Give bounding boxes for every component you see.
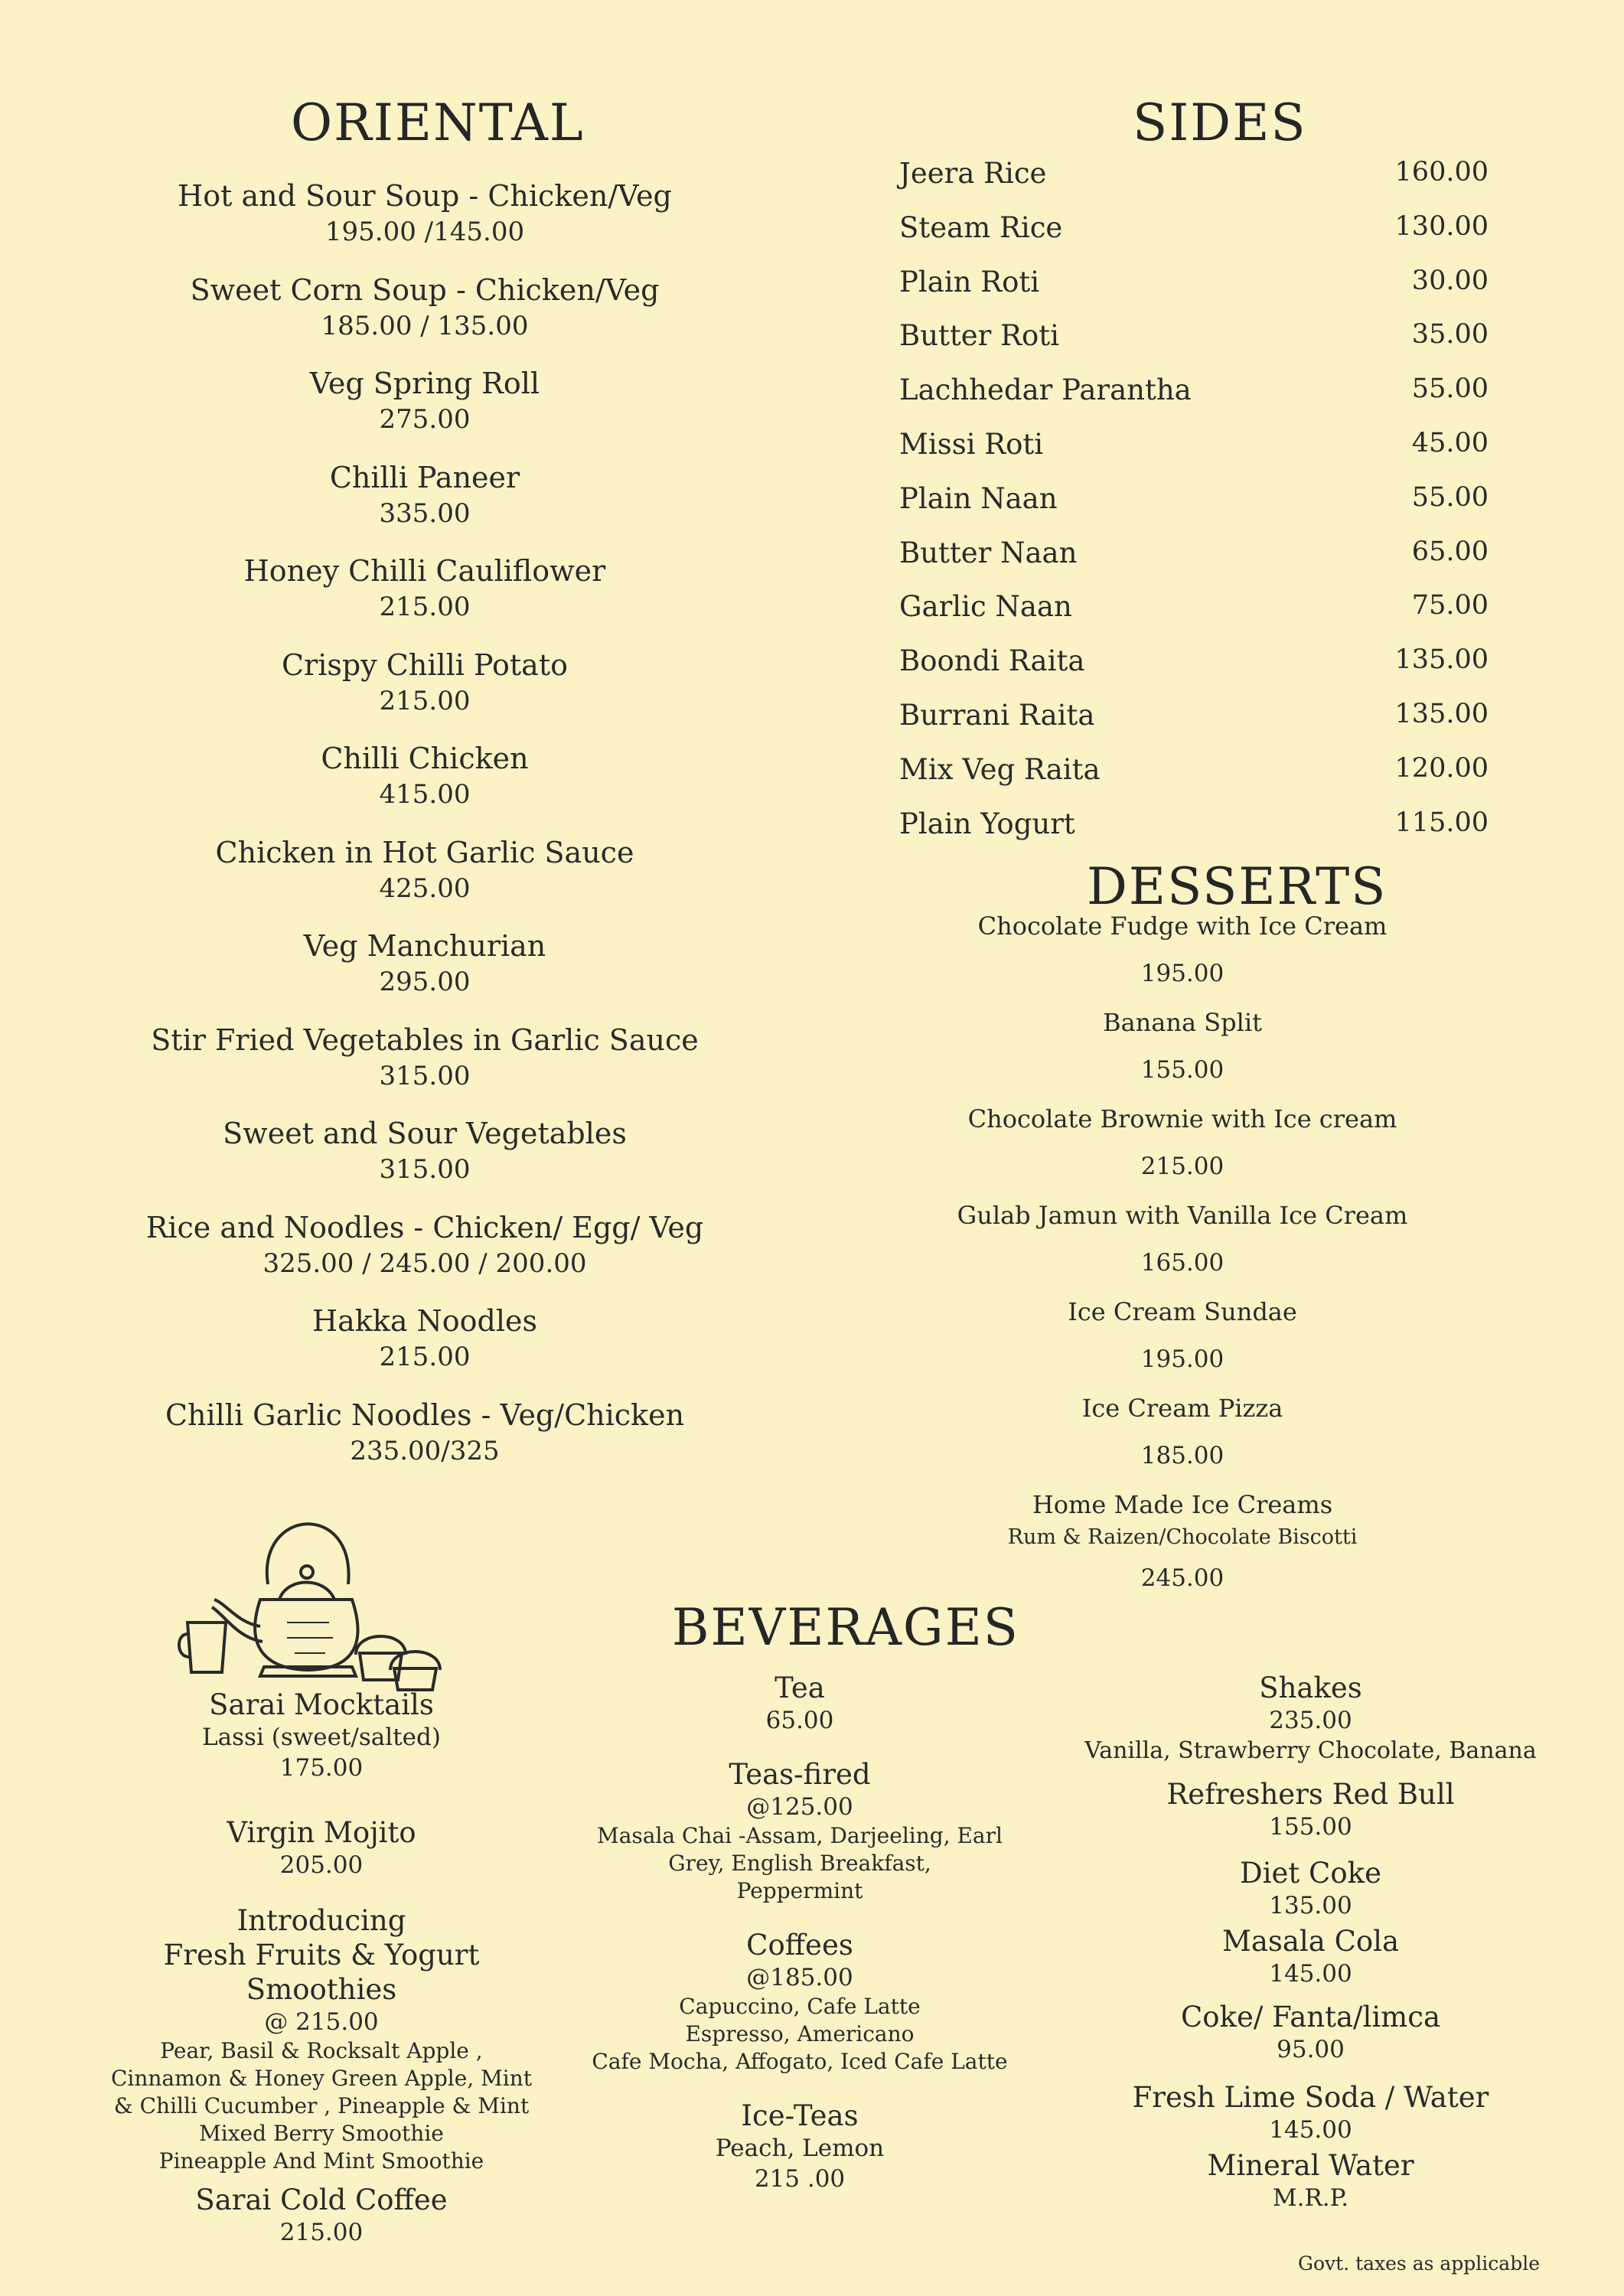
item-name: Jeera Rice [899,157,1047,190]
item-price: 160.00 [1394,157,1489,188]
teapot-icon [172,1492,448,1691]
item-name: Hakka Noodles [311,1304,538,1338]
oriental-item [122,834,727,928]
item-price: 165.00 [1140,1249,1225,1277]
item-desc: Pineapple And Mint Smoothie [158,2148,484,2174]
item-price: 135.00 [1269,1892,1352,1919]
item-price: 195.00 [1140,1345,1225,1373]
item-name: Plain Roti [899,265,1040,298]
item-price: 195.00 [1140,960,1225,987]
item-desc: Mixed Berry Smoothie [199,2121,444,2146]
item-name: Veg Manchurian [303,929,546,963]
bev-item-masala-cola [1048,1924,1573,1989]
oriental-item [122,740,727,834]
item-name: Virgin Mojito [227,1816,416,1849]
sides-title: SIDES [1133,93,1307,152]
oriental-item [122,1397,727,1491]
oriental-item [122,272,727,366]
item-name: Stir Fried Vegetables in Garlic Sauce [151,1022,699,1057]
desserts-list [915,911,1450,1593]
item-price: 415.00 [379,779,471,810]
item-name: Butter Roti [899,319,1059,353]
item-name: Diet Coke [1240,1857,1381,1890]
item-price: 245.00 [1140,1564,1225,1592]
item-name: Sweet and Sour Vegetables [223,1117,627,1150]
item-name: Plain Yogurt [899,807,1075,840]
item-desc: Peppermint [736,1878,863,1903]
item-name: Hot and Sour Soup - Chicken/Veg [178,179,672,213]
item-price: 425.00 [379,872,471,904]
beverages-title: BEVERAGES [672,1598,1019,1657]
item-name: Sarai Mocktails [209,1688,434,1721]
item-name: Coffees [746,1929,853,1962]
item-name: Smoothies [246,1973,397,2006]
item-price: 120.00 [1394,752,1489,784]
item-name: Ice Cream Sundae [1068,1297,1297,1326]
bev-item-coke-fanta-limca [1048,2000,1573,2065]
oriental-title: ORIENTAL [291,93,585,152]
item-price: 155.00 [1269,1813,1352,1841]
item-price: 75.00 [1411,590,1489,621]
sides-row [899,644,1489,687]
item-name: Garlic Naan [899,590,1072,624]
item-name: Plain Naan [899,481,1058,515]
item-price: 155.00 [1140,1056,1225,1084]
item-name: Fresh Lime Soda / Water [1132,2081,1489,2114]
item-name: Ice-Teas [741,2099,859,2132]
item-price: 145.00 [1269,2116,1352,2144]
item-desc: Grey, English Breakfast, [668,1851,931,1876]
bev-item-coffees [570,1928,1029,2076]
sides-row [899,211,1489,254]
item-price: 315.00 [379,1060,471,1091]
item-name: Lachhedar Parantha [899,373,1192,407]
item-name: Missi Roti [899,428,1044,461]
bev-item-virgin-mojito [92,1815,551,1880]
sides-row [899,373,1489,416]
item-name: Home Made Ice Creams [1032,1490,1333,1519]
item-price: 215.00 [279,2219,364,2246]
sides-row [899,699,1489,742]
item-desc: Vanilla, Strawberry Chocolate, Banana [1084,1737,1537,1764]
sides-row [899,482,1489,525]
item-price: 115.00 [1394,807,1489,838]
item-name: Burrani Raita [899,699,1095,732]
item-price: 175.00 [279,1754,364,1782]
bev-item-diet-coke [1048,1856,1573,1921]
item-price: 215.00 [379,1342,471,1372]
item-name: Steam Rice [899,210,1063,244]
item-name: Introducing [236,1904,406,1937]
bev-item-sarai-cold-coffee [92,2183,551,2248]
item-name: Chilli Garlic Noodles - Veg/Chicken [165,1397,685,1432]
oriental-item [122,178,727,272]
item-price: @ 215.00 [264,2008,379,2036]
item-name: Butter Naan [899,536,1078,569]
item-name: Chilli Paneer [329,460,520,494]
item-price: 275.00 [379,404,471,435]
item-price: 215.00 [379,592,471,622]
sides-row [899,319,1489,362]
item-desc: Rum & Raizen/Chocolate Biscotti [1007,1525,1358,1549]
oriental-item [122,1209,727,1303]
item-price: 335.00 [379,497,471,529]
item-name: Ice Cream Pizza [1081,1394,1283,1423]
bev-item-shakes [1048,1671,1573,1766]
item-price: 95.00 [1277,2036,1345,2063]
item-price: 45.00 [1411,428,1489,458]
bev-item-mineral-water [1048,2148,1573,2213]
item-price: 315.00 [379,1154,471,1185]
sides-row [899,428,1489,471]
dessert-item [915,911,1450,1007]
bev-item-sarai-mocktails [92,1688,551,1783]
bev-item-smoothies [92,1903,551,2175]
dessert-item [915,1104,1450,1200]
sides-row [899,590,1489,633]
bev-item-ice-teas [570,2099,1029,2194]
oriental-item [122,365,727,459]
item-name: Mineral Water [1207,2149,1414,2182]
item-price: 145.00 [1269,1960,1352,1988]
dessert-item [915,1393,1450,1489]
item-price: 130.00 [1394,210,1489,242]
item-price: 185.00 [1140,1442,1225,1469]
item-price: 205.00 [279,1851,364,1879]
bev-item-tea [570,1671,1029,1736]
item-name: Boondi Raita [899,644,1085,678]
item-name: Refreshers Red Bull [1166,1778,1455,1811]
item-desc: Cafe Mocha, Affogato, Iced Cafe Latte [592,2049,1008,2074]
oriental-item [122,553,727,647]
item-price: 195.00 /145.00 [324,217,525,247]
item-desc: & Chilli Cucumber , Pineapple & Mint [113,2093,530,2118]
item-price: 135.00 [1394,699,1489,729]
item-name: Mix Veg Raita [899,752,1101,786]
desserts-title: DESSERTS [1087,857,1388,916]
bev-item-red-bull [1048,1777,1573,1842]
item-price: 215.00 [379,685,471,716]
item-name: Chicken in Hot Garlic Sauce [215,835,634,869]
item-name: Chocolate Brownie with Ice cream [967,1104,1397,1133]
bev-item-fresh-lime-soda [1048,2080,1573,2145]
item-price: 235.00 [1269,1707,1352,1734]
item-name: Coke/ Fanta/limca [1180,2001,1441,2033]
item-name: Fresh Fruits & Yogurt [163,1939,480,1971]
item-price: 30.00 [1411,265,1489,296]
item-price: M.R.P. [1272,2184,1349,2212]
oriental-item [122,1022,727,1116]
taxes-note: Govt. taxes as applicable [1298,2252,1540,2275]
item-price: 295.00 [379,967,471,997]
item-name: Masala Cola [1221,1925,1400,1958]
item-name: Chilli Chicken [321,742,529,775]
item-desc: Espresso, Americano [685,2021,915,2047]
oriental-item [122,1115,727,1209]
item-desc: Peach, Lemon [715,2135,885,2162]
sides-row [899,536,1489,579]
item-name: Rice and Noodles - Chicken/ Egg/ Veg [145,1210,704,1244]
item-price: @185.00 [746,1964,853,1991]
item-price: 65.00 [765,1707,834,1734]
item-price: 215.00 [1140,1153,1225,1180]
item-price: 185.00 / 135.00 [321,310,529,341]
sides-row [899,753,1489,796]
beverages-right-column [1048,1671,1573,2213]
dessert-item [915,1489,1450,1593]
item-price: 235.00/325 [350,1435,500,1466]
sides-row [899,807,1489,850]
item-name: Chocolate Fudge with Ice Cream [977,912,1388,941]
item-name: Teas-fired [729,1758,871,1791]
item-desc: Lassi (sweet/salted) [202,1724,441,1751]
oriental-item [122,928,727,1022]
item-name: Sarai Cold Coffee [195,2183,448,2216]
item-name: Banana Split [1103,1008,1262,1037]
item-desc: Masala Chai -Assam, Darjeeling, Earl [597,1823,1003,1848]
item-price: 65.00 [1411,536,1489,567]
dessert-item [915,1007,1450,1104]
oriental-item [122,1303,727,1397]
item-name: Sweet Corn Soup - Chicken/Veg [190,272,660,307]
item-price: 55.00 [1411,481,1489,513]
item-price: 325.00 / 245.00 / 200.00 [263,1247,587,1279]
item-desc: Pear, Basil & Rocksalt Apple , [160,2038,483,2063]
oriental-item [122,647,727,741]
item-price: 135.00 [1394,644,1489,676]
oriental-item [122,459,727,553]
item-price: 215 .00 [754,2165,846,2193]
dessert-item [915,1296,1450,1393]
item-name: Gulab Jamun with Vanilla Ice Cream [957,1201,1408,1230]
sides-row [899,266,1489,308]
item-price: 35.00 [1411,319,1489,351]
item-name: Veg Spring Roll [309,367,540,400]
beverages-middle-column [570,1671,1029,2194]
beverages-left-column [92,1688,551,2248]
sides-row [899,157,1489,200]
item-desc: Cinnamon & Honey Green Apple, Mint [110,2066,533,2091]
item-desc: Capuccino, Cafe Latte [679,1994,921,2019]
item-price: @125.00 [746,1793,853,1821]
item-name: Tea [774,1671,825,1704]
item-name: Crispy Chilli Potato [282,647,568,682]
item-price: 55.00 [1411,373,1489,405]
dessert-item [915,1200,1450,1296]
oriental-list [122,178,727,1490]
bev-item-teas-fired [570,1757,1029,1905]
item-name: Shakes [1259,1671,1362,1704]
item-name: Honey Chilli Cauliflower [243,554,606,588]
